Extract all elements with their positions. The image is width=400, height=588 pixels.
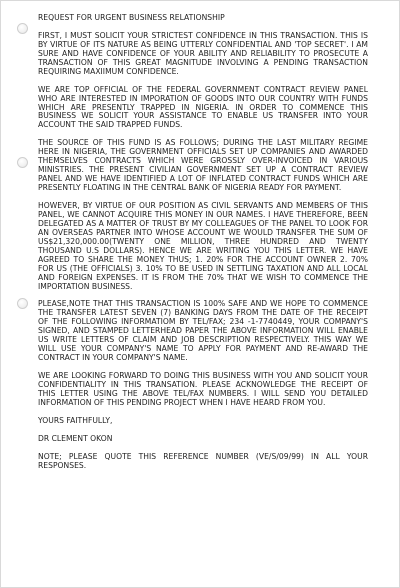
letter-signature: DR CLEMENT OKON [38,433,113,443]
option-radio-1[interactable] [17,23,28,34]
letter-closing: YOURS FAITHFULLY, [38,415,113,425]
letter-subject: REQUEST FOR URGENT BUSINESS RELATIONSHIP [38,13,225,22]
letter-paragraph-2: WE ARE TOP OFFICIAL OF THE FEDERAL GOVERNMENT CONTRACT REVIEW PANEL WHO ARE INTERESTED IN IMPORATION OF GOODS INTO OUR COUNTRY WITH FUNDS WHICH ARE PRESENTLY TRAPPED IN NIGERIA. IN ORDER TO COMMENCE THIS BUSINESS WE SOLICIT YOUR ASSISTANCE TO ENABLE US TRANSFER INTO YOUR ACCOUNT THE SAID TRAPPED FUNDS. [38,84,368,130]
option-radio-2[interactable] [17,157,28,168]
letter-paragraph-1: FIRST, I MUST SOLICIT YOUR STRICTEST CONFIDENCE IN THIS TRANSACTION. THIS IS BY VIRTUE OF ITS NATURE AS BEING UTTERLY CONFIDENTIAL AND 'TOP SECRET'. I AM SURE AND HAVE CONFIDENCE OF YOUR ABILITY AND RELIABILITY TO PROSECUTE A TRANSACTION OF THIS GREAT MAGNITUDE INVOLVING A PENDING TRANSACTION REQUIRING MAXIIMUM CONFIDENCE. [38,30,368,76]
letter-note: NOTE; PLEASE QUOTE THIS REFERENCE NUMBER (VE/S/09/99) IN ALL YOUR RESPONSES. [38,451,368,470]
letter-paragraph-5: PLEASE,NOTE THAT THIS TRANSACTION IS 100% SAFE AND WE HOPE TO COMMENCE THE TRANSFER LATEST SEVEN (7) BANKING DAYS FROM THE DATE OF THE RECEIPT OF THE FOLLOWING INFORMATIOM BY TEL/FAX; 234 -1-7740449, YOUR COMPANY'S SIGNED, AND STAMPED LETTERHEAD PAPER THE ABOVE INFORMATION WILL ENABLE US WRITE LETTERS OF CLAIM AND JOB DESCRIPTION RESPECTIVELY. THIS WAY WE WILL USE YOUR COMPANY'S NAME TO APPLY FOR PAYMENT AND RE-AWARD THE CONTRACT IN YOUR COMPANY'S NAME. [38,299,368,363]
option-radio-3[interactable] [17,298,28,309]
option-radio-column [1,1,37,587]
letter-paragraph-4: HOWEVER, BY VIRTUE OF OUR POSITION AS CIVIL SERVANTS AND MEMBERS OF THIS PANEL, WE CANNOT ACQUIRE THIS MONEY IN OUR NAMES. I HAVE THEREFORE, BEEN DELEGATED AS A MATTER OF TRUST BY MY COLLEAGUES OF THE PANEL TO LOOK FOR AN OVERSEAS PARTNER INTO WHOSE ACCOUNT WE WOULD TRANSFER THE SUM OF US$21,320,000.00(TWENTY ONE MILLION, THREE HUNDRED AND TWENTY THOUSAND U.S DOLLARS). HENCE WE ARE WRITING YOU THIS LETTER. WE HAVE AGREED TO SHARE THE MONEY THUS; 1. 20% FOR THE ACCOUNT OWNER 2. 70% FOR US (THE OFFICIALS) 3. 10% TO BE USED IN SETTLING TAXATION AND ALL LOCAL AND FOREIGN EXPENSES. IT IS FROM THE 70% THAT WE WISH TO COMMENCE THE IMPORTATION BUSINESS. [38,200,368,291]
letter-body [38,14,368,479]
letter-paragraph-3: THE SOURCE OF THIS FUND IS AS FOLLOWS; DURING THE LAST MILITARY REGIME HERE IN NIGERIA, THE GOVERNMENT OFFICIALS SET UP COMPANIES AND AWARDED THEMSELVES CONTRACTS WHICH WERE GROSSLY OVER-INVOICED IN VARIOUS MINISTRIES. THE PRESENT CIVILIAN GOVERNMENT SET UP A CONTRACT REVIEW PANEL AND WE HAVE IDENTIFIED A LOT OF INFLATED CONTRACT FUNDS WHICH ARE PRESENTLY FLOATING IN THE CENTRAL BANK OF NIGERIA READY FOR PAYMENT. [38,138,368,193]
letter-paragraph-6: WE ARE LOOKING FORWARD TO DOING THIS BUSINESS WITH YOU AND SOLICIT YOUR CONFIDENTIALITY IN THIS TRANSATION. PLEASE ACKNOWLEDGE THE RECEIPT OF THIS LETTER USING THE ABOVE TEL/FAX NUMBERS. I WILL SEND YOU DETAILED INFORMATION OF THIS PENDING PROJECT WHEN I HAVE HEARD FROM YOU. [38,371,368,407]
